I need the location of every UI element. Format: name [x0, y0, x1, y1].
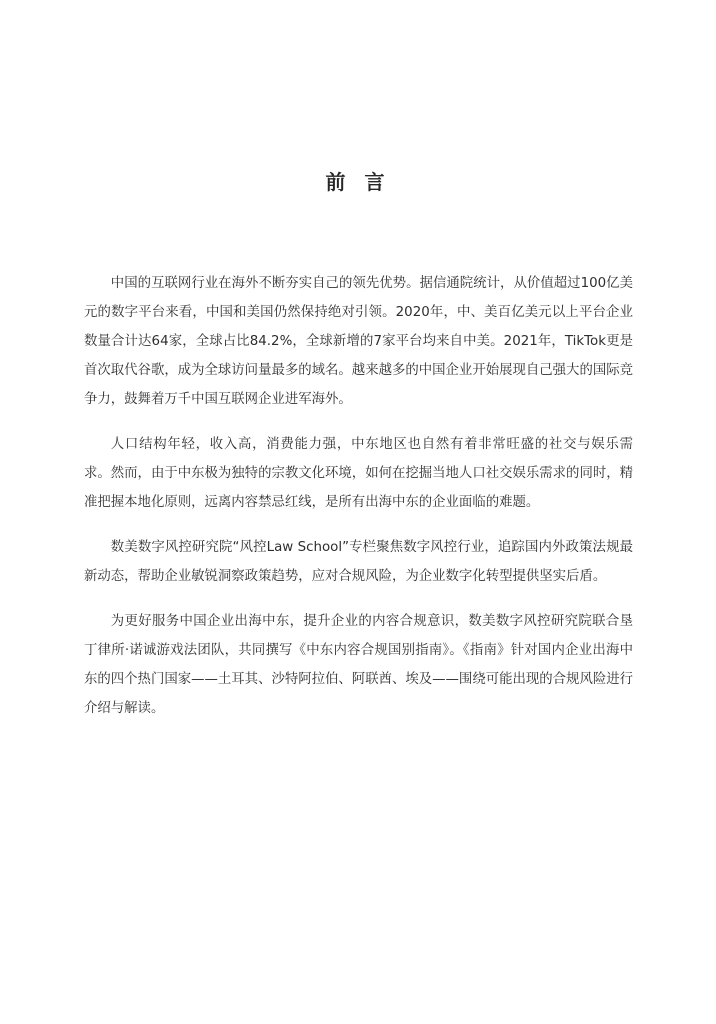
paragraph-guide-introduction: 为更好服务中国企业出海中东，提升企业的内容合规意识，数美数字风控研究院联合垦丁律所·诺诚游戏法团队，共同撰写《中东内容合规国别指南》。《指南》针对国内企业出海中东的四个热门国家——土耳其、沙特阿拉伯、阿联酋、埃及——围绕可能出现的合规风险进行介绍与解读。 — [84, 614, 634, 716]
paragraph-internet-industry: 中国的互联网行业在海外不断夯实自己的领先优势。据信通院统计，从价值超过100亿美元的数字平台来看，中国和美国仍然保持绝对引领。2020年，中、美百亿美元以上平台企业数量合计达64家，全球占比84.2%，全球新增的7家平台均来自中美。2021年，TikTok更是首次取代谷歌，成为全球访问量最多的域名。越来越多的中国企业开始展现自己强大的国际竞争力，鼓舞着万千中国互联网企业进军海外。 — [84, 276, 634, 407]
paragraph-law-school-column: 数美数字风控研究院“风控Law School”专栏聚焦数字风控行业，追踪国内外政策法规最新动态，帮助企业敏锐洞察政策趋势，应对合规风险，为企业数字化转型提供坚实后盾。 — [84, 540, 633, 584]
preface-body — [84, 269, 633, 739]
page-title: 前 言 — [325, 170, 391, 194]
paragraph-middle-east-demand: 人口结构年轻，收入高，消费能力强，中东地区也自然有着非常旺盛的社交与娱乐需求。然而，由于中东极为独特的宗教文化环境，如何在挖掘当地人口社交娱乐需求的同时，精准把握本地化原则，远离内容禁忌红线，是所有出海中东的企业面临的难题。 — [84, 437, 634, 510]
